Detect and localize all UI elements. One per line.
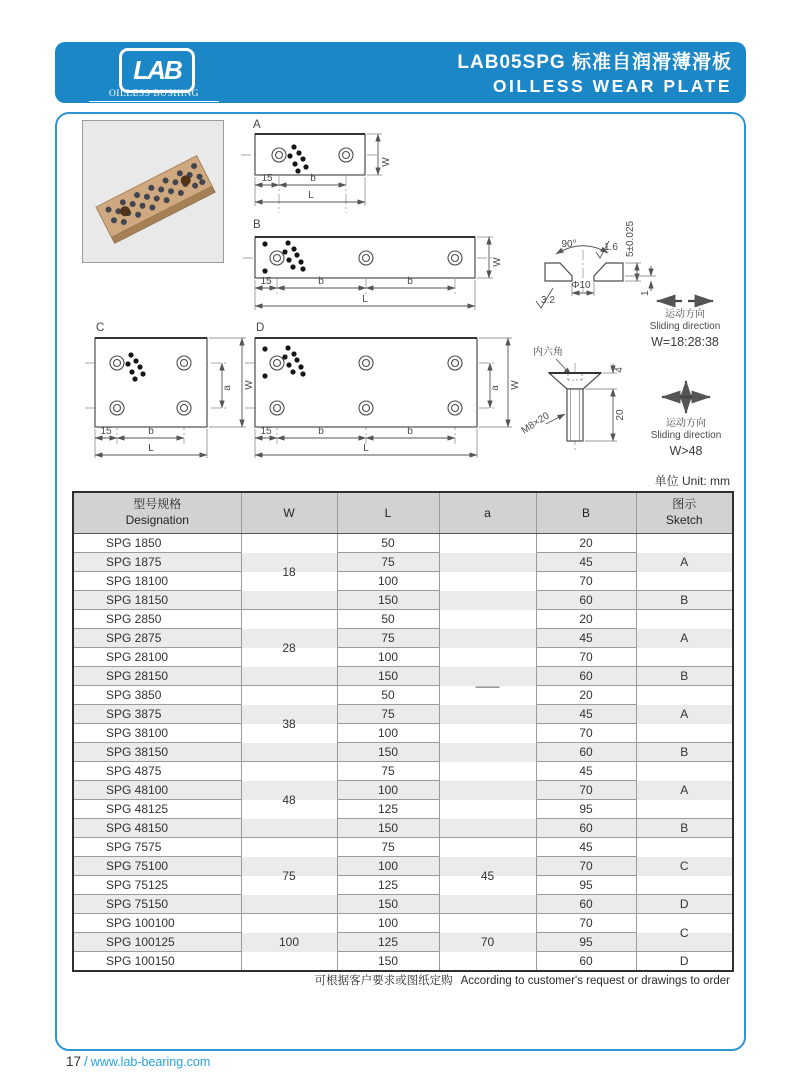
- cell-b: 45: [536, 838, 636, 857]
- cell-b: 45: [536, 629, 636, 648]
- cell-designation: SPG 75150: [73, 895, 241, 914]
- cell-w: [241, 895, 337, 914]
- cell-sketch: [636, 838, 733, 857]
- cell-designation: SPG 100150: [73, 952, 241, 972]
- table-row: [73, 534, 733, 553]
- cell-sketch: [636, 762, 733, 781]
- svg-text:运动方向: 运动方向: [665, 309, 705, 320]
- cell-w: 18: [241, 553, 337, 572]
- table-header-row: [73, 492, 733, 534]
- cell-a: [439, 572, 536, 591]
- svg-text:Sliding direction: Sliding direction: [649, 321, 721, 332]
- cell-w: [241, 534, 337, 553]
- cell-b: 60: [536, 952, 636, 972]
- cell-a: [439, 819, 536, 838]
- spec-table-body: [73, 534, 733, 972]
- cell-sketch: C: [636, 857, 733, 876]
- cell-sketch: [636, 572, 733, 591]
- cell-b: 70: [536, 781, 636, 800]
- svg-text:b: b: [407, 276, 413, 287]
- cell-l: 150: [337, 591, 439, 610]
- svg-text:b: b: [318, 276, 324, 287]
- cell-designation: SPG 4875: [73, 762, 241, 781]
- cell-l: 100: [337, 572, 439, 591]
- table-row: [73, 743, 733, 762]
- cell-sketch: [636, 534, 733, 553]
- cell-a: [439, 838, 536, 857]
- cell-b: 95: [536, 876, 636, 895]
- cell-a: [439, 534, 536, 553]
- cell-a: [439, 895, 536, 914]
- cell-w: [241, 610, 337, 629]
- cell-designation: SPG 48125: [73, 800, 241, 819]
- svg-text:内六角: 内六角: [533, 347, 563, 358]
- svg-text:C: C: [96, 322, 105, 334]
- cell-b: 20: [536, 534, 636, 553]
- cell-designation: SPG 75125: [73, 876, 241, 895]
- cell-w: 100: [241, 933, 337, 952]
- svg-text:B: B: [253, 219, 261, 231]
- cell-b: 60: [536, 743, 636, 762]
- sliding-direction-cross: [651, 381, 722, 458]
- svg-text:Sliding direction: Sliding direction: [650, 430, 722, 441]
- sliding-direction-horizontal: [650, 301, 721, 349]
- svg-text:W: W: [244, 380, 255, 390]
- svg-text:L: L: [148, 443, 154, 454]
- svg-text:1.6: 1.6: [604, 242, 618, 253]
- svg-text:L: L: [362, 294, 368, 305]
- cell-a: [439, 781, 536, 800]
- cell-l: 100: [337, 914, 439, 933]
- cell-sketch: [636, 648, 733, 667]
- svg-text:b: b: [407, 426, 413, 437]
- cell-designation: SPG 28100: [73, 648, 241, 667]
- cell-designation: SPG 28150: [73, 667, 241, 686]
- title-english: OILLESS WEAR PLATE: [492, 76, 732, 96]
- svg-text:W: W: [381, 157, 392, 167]
- table-row: [73, 667, 733, 686]
- svg-text:a: a: [490, 385, 501, 391]
- cell-a: ——: [439, 667, 536, 686]
- table-row: [73, 591, 733, 610]
- cell-designation: SPG 1850: [73, 534, 241, 553]
- cell-l: 150: [337, 667, 439, 686]
- cell-l: 100: [337, 648, 439, 667]
- cell-sketch: [636, 610, 733, 629]
- table-row: [73, 629, 733, 648]
- cell-w: [241, 914, 337, 933]
- svg-text:A: A: [253, 119, 261, 131]
- table-row: [73, 876, 733, 895]
- svg-text:b: b: [148, 426, 154, 437]
- unit-note: 单位 Unit: mm: [654, 474, 730, 488]
- drawing-d: [245, 322, 521, 458]
- cell-a: 45: [439, 857, 536, 876]
- svg-text:W: W: [492, 257, 503, 267]
- col-header-designation: 型号规格 Designation: [73, 492, 241, 534]
- header-band: [55, 42, 746, 103]
- table-row: [73, 686, 733, 705]
- cell-l: 125: [337, 800, 439, 819]
- table-row: [73, 610, 733, 629]
- page-title: [457, 51, 732, 97]
- cell-b: 60: [536, 819, 636, 838]
- cell-b: 60: [536, 591, 636, 610]
- cell-w: [241, 591, 337, 610]
- cell-l: 100: [337, 724, 439, 743]
- screw-detail: [520, 345, 626, 450]
- cell-designation: SPG 48100: [73, 781, 241, 800]
- cell-designation: SPG 100100: [73, 914, 241, 933]
- cell-w: [241, 819, 337, 838]
- cell-a: [439, 724, 536, 743]
- table-row: [73, 933, 733, 952]
- cell-designation: SPG 2875: [73, 629, 241, 648]
- company-logo: [119, 48, 195, 93]
- cell-sketch: A: [636, 629, 733, 648]
- table-row: [73, 781, 733, 800]
- cell-a: [439, 762, 536, 781]
- footer-separator: /: [84, 1054, 88, 1069]
- cell-l: 75: [337, 553, 439, 572]
- cell-b: 45: [536, 762, 636, 781]
- title-chinese: LAB05SPG 标准自润滑薄滑板: [457, 52, 732, 73]
- cell-designation: SPG 18100: [73, 572, 241, 591]
- cell-l: 150: [337, 895, 439, 914]
- table-row: [73, 857, 733, 876]
- cell-a: [439, 648, 536, 667]
- svg-text:15: 15: [261, 173, 273, 184]
- table-row: [73, 724, 733, 743]
- cell-w: [241, 743, 337, 762]
- svg-text:20: 20: [615, 409, 626, 421]
- cell-l: 150: [337, 819, 439, 838]
- cell-a: [439, 553, 536, 572]
- table-row: [73, 914, 733, 933]
- cell-designation: SPG 1875: [73, 553, 241, 572]
- svg-text:15: 15: [100, 426, 112, 437]
- countersink-section: [536, 220, 656, 308]
- svg-text:运动方向: 运动方向: [666, 418, 706, 429]
- drawing-a: [241, 119, 392, 213]
- cell-b: 20: [536, 686, 636, 705]
- cell-l: 75: [337, 705, 439, 724]
- cell-b: 70: [536, 648, 636, 667]
- cell-a: [439, 591, 536, 610]
- cell-designation: SPG 3850: [73, 686, 241, 705]
- cell-w: 28: [241, 629, 337, 648]
- cell-designation: SPG 18150: [73, 591, 241, 610]
- svg-text:15: 15: [260, 276, 272, 287]
- cell-b: 70: [536, 914, 636, 933]
- table-row: [73, 553, 733, 572]
- table-row: [73, 648, 733, 667]
- cell-l: 75: [337, 762, 439, 781]
- page-number: 17: [66, 1054, 82, 1069]
- cell-sketch: B: [636, 591, 733, 610]
- cell-sketch: D: [636, 952, 733, 972]
- cell-w: 38: [241, 705, 337, 724]
- cell-l: 125: [337, 876, 439, 895]
- cell-l: 50: [337, 534, 439, 553]
- cell-a: [439, 914, 536, 933]
- cell-sketch: B: [636, 743, 733, 762]
- cell-designation: SPG 100125: [73, 933, 241, 952]
- table-row: [73, 838, 733, 857]
- svg-text:a: a: [222, 385, 233, 391]
- svg-text:b: b: [310, 173, 316, 184]
- cell-w: [241, 762, 337, 781]
- svg-text:M8×20: M8×20: [519, 410, 552, 437]
- cell-b: 70: [536, 572, 636, 591]
- svg-text:b: b: [318, 426, 324, 437]
- cell-b: 70: [536, 857, 636, 876]
- svg-text:90°: 90°: [561, 239, 577, 250]
- cell-sketch: [636, 686, 733, 705]
- page-footer: [66, 1054, 210, 1069]
- cell-a: 70: [439, 933, 536, 952]
- cell-w: [241, 686, 337, 705]
- cell-designation: SPG 3875: [73, 705, 241, 724]
- svg-text:1: 1: [640, 290, 651, 296]
- cell-designation: SPG 38100: [73, 724, 241, 743]
- cell-l: 75: [337, 629, 439, 648]
- cell-w: 48: [241, 781, 337, 800]
- col-header-sketch: 图示 Sketch: [636, 492, 733, 534]
- cell-a: [439, 705, 536, 724]
- cell-l: 100: [337, 781, 439, 800]
- col-header-a: a: [439, 492, 536, 534]
- table-row: [73, 800, 733, 819]
- svg-text:W>48: W>48: [669, 444, 703, 458]
- table-row: [73, 705, 733, 724]
- svg-text:5±0.025: 5±0.025: [625, 220, 636, 257]
- cell-l: 100: [337, 857, 439, 876]
- cell-a: [439, 952, 536, 972]
- logo-subtitle: OILLESS BUSHING: [89, 89, 219, 102]
- cell-b: 45: [536, 553, 636, 572]
- cell-b: 95: [536, 933, 636, 952]
- table-row: [73, 762, 733, 781]
- cell-l: 150: [337, 952, 439, 972]
- cell-sketch: [636, 876, 733, 895]
- website-url: www.lab-bearing.com: [90, 1055, 211, 1069]
- order-note: 可根据客户要求或图纸定购 According to customer's request or drawings to order: [314, 975, 730, 987]
- svg-text:L: L: [363, 443, 369, 454]
- table-row: [73, 952, 733, 972]
- cell-w: [241, 952, 337, 972]
- col-header-b: B: [536, 492, 636, 534]
- cell-designation: SPG 2850: [73, 610, 241, 629]
- logo-text: LAB: [133, 55, 181, 85]
- table-row: [73, 572, 733, 591]
- drawing-b: [243, 219, 503, 310]
- cell-sketch: D: [636, 895, 733, 914]
- cell-designation: SPG 48150: [73, 819, 241, 838]
- cell-l: 75: [337, 838, 439, 857]
- cell-a: [439, 610, 536, 629]
- cell-sketch: B: [636, 819, 733, 838]
- cell-a: [439, 743, 536, 762]
- svg-text:3.2: 3.2: [541, 295, 555, 306]
- svg-text:15: 15: [260, 426, 272, 437]
- col-header-w: W: [241, 492, 337, 534]
- cell-w: 75: [241, 857, 337, 876]
- cell-b: 45: [536, 705, 636, 724]
- cell-l: 125: [337, 933, 439, 952]
- table-row: [73, 819, 733, 838]
- svg-text:W=18:28:38: W=18:28:38: [651, 335, 719, 349]
- drawing-c: [85, 322, 255, 458]
- spec-table: [72, 491, 734, 972]
- cell-a: [439, 629, 536, 648]
- cell-b: 70: [536, 724, 636, 743]
- cell-designation: SPG 75100: [73, 857, 241, 876]
- svg-text:L: L: [308, 190, 314, 201]
- cell-l: 50: [337, 610, 439, 629]
- cell-a: [439, 800, 536, 819]
- cell-l: 150: [337, 743, 439, 762]
- svg-text:W: W: [510, 380, 521, 390]
- cell-w: [241, 667, 337, 686]
- col-header-l: L: [337, 492, 439, 534]
- svg-text:D: D: [256, 322, 265, 334]
- cell-sketch: [636, 800, 733, 819]
- svg-text:Φ10: Φ10: [571, 280, 591, 291]
- cell-b: 20: [536, 610, 636, 629]
- technical-drawings: [55, 112, 745, 490]
- cell-sketch: [636, 724, 733, 743]
- cell-sketch: B: [636, 667, 733, 686]
- svg-text:4: 4: [614, 367, 625, 373]
- cell-sketch: A: [636, 553, 733, 572]
- cell-l: 50: [337, 686, 439, 705]
- table-row: [73, 895, 733, 914]
- cell-b: 60: [536, 895, 636, 914]
- cell-designation: SPG 38150: [73, 743, 241, 762]
- cell-b: 60: [536, 667, 636, 686]
- cell-b: 95: [536, 800, 636, 819]
- cell-sketch: A: [636, 705, 733, 724]
- cell-w: [241, 838, 337, 857]
- cell-designation: SPG 7575: [73, 838, 241, 857]
- cell-sketch: A: [636, 781, 733, 800]
- cell-sketch: C: [636, 914, 733, 933]
